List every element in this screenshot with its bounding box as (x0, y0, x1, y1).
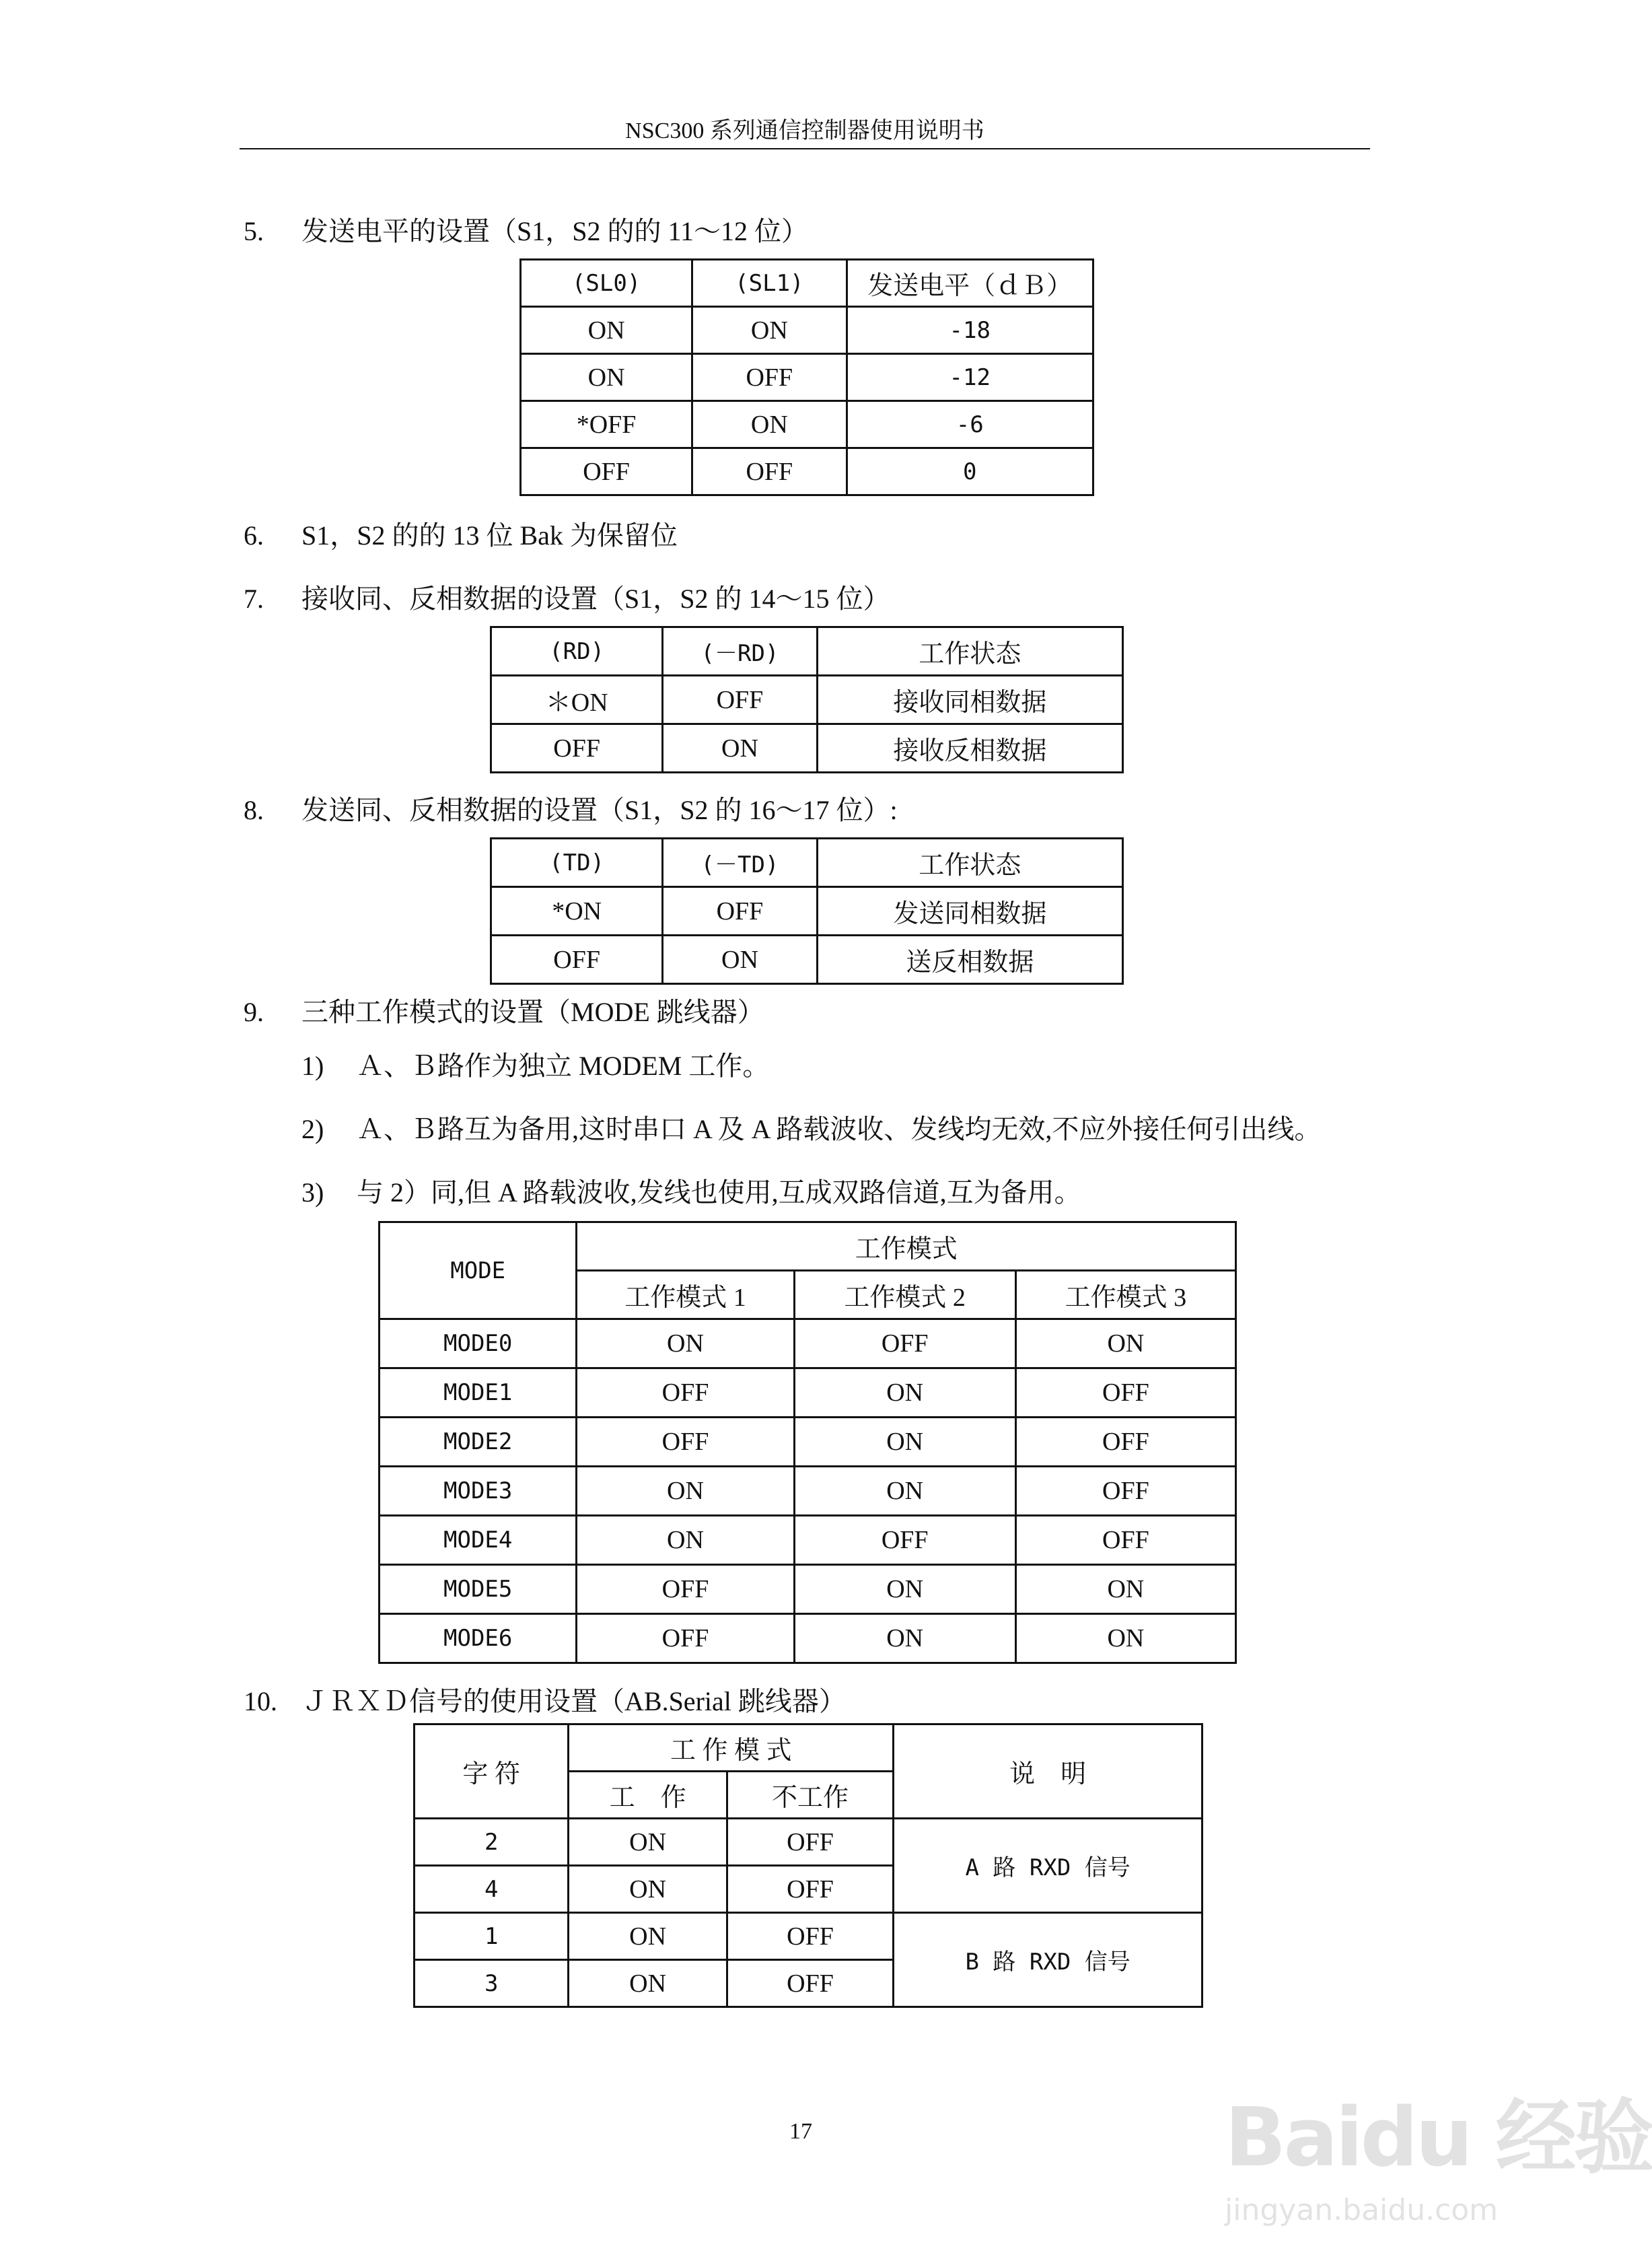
table-cell: ON (692, 307, 847, 354)
header-cell: 工作状态 (817, 627, 1122, 676)
table-cell: ON (577, 1467, 794, 1516)
work-mode-table (378, 1221, 1237, 1664)
table-row (521, 448, 1093, 495)
table-row (380, 1516, 1236, 1565)
header-cell: 工作模式 2 (794, 1271, 1015, 1319)
section-9-number: 9. (244, 997, 264, 1027)
item-text: Ａ、Ｂ路互为备用,这时串口 A 及 A 路载波收、发线均无效,不应外接任何引出线。 (357, 1114, 1322, 1144)
header-cell: (SL1) (692, 260, 847, 307)
header-cell: 工作状态 (817, 839, 1122, 887)
mode-label-cell: MODE3 (380, 1467, 577, 1516)
table-cell: OFF (521, 448, 692, 495)
table-row (521, 354, 1093, 401)
table-row (491, 724, 1123, 773)
table-cell: ON (521, 307, 692, 354)
table-cell: OFF (491, 936, 663, 984)
mode-label-cell: MODE1 (380, 1368, 577, 1418)
table-cell: ON (1015, 1614, 1235, 1663)
table-cell: 发送同相数据 (817, 887, 1122, 936)
watermark-url: jingyan.baidu.com (1225, 2193, 1499, 2227)
table-cell: OFF (663, 676, 817, 724)
group-header-cell: 工 作 模 式 (569, 1724, 894, 1772)
table-row (380, 1467, 1236, 1516)
table-row (491, 936, 1123, 984)
section-5-heading (244, 210, 808, 248)
table-cell: OFF (577, 1565, 794, 1614)
corner-cell: MODE (380, 1222, 577, 1319)
mode-label-cell: MODE6 (380, 1614, 577, 1663)
table-cell: ON (1015, 1319, 1235, 1368)
char-header-cell: 字 符 (415, 1724, 569, 1819)
table-cell: 送反相数据 (817, 936, 1122, 984)
table-cell: OFF (727, 1819, 893, 1866)
section-9-heading (244, 991, 764, 1029)
item-number: 2) (301, 1114, 324, 1144)
table-header-row (491, 839, 1123, 887)
table-cell: OFF (577, 1614, 794, 1663)
table-cell: 0 (847, 448, 1093, 495)
table-cell: OFF (1015, 1368, 1235, 1418)
section-8-number: 8. (244, 795, 264, 825)
desc-cell-b: B 路 RXD 信号 (894, 1913, 1202, 2007)
desc-header-cell: 说 明 (894, 1724, 1202, 1819)
table-cell: ON (692, 401, 847, 448)
table-row (380, 1614, 1236, 1663)
baidu-watermark (1225, 2073, 1652, 2228)
table-row (415, 1819, 1202, 1866)
table-cell: 3 (415, 1960, 569, 2007)
table-cell: OFF (692, 448, 847, 495)
table-cell: ON (663, 936, 817, 984)
mode-label-cell: MODE0 (380, 1319, 577, 1368)
table-cell: 4 (415, 1866, 569, 1913)
item-number: 3) (301, 1177, 324, 1208)
header-cell: 发送电平（ｄＢ） (847, 260, 1093, 307)
page-header: NSC300 系列通信控制器使用说明书 (625, 118, 984, 143)
header-rule (240, 148, 1370, 149)
table-cell: OFF (1015, 1418, 1235, 1467)
section-10-title: ＪＲＸＤ信号的使用设置（AB.Serial 跳线器） (301, 1686, 846, 1716)
section-6-title: S1，S2 的的 13 位 Bak 为保留位 (301, 520, 678, 551)
table-row (521, 307, 1093, 354)
table-cell: OFF (727, 1913, 893, 1960)
mode-label-cell: MODE5 (380, 1565, 577, 1614)
table-cell: ON (794, 1368, 1015, 1418)
section-7-heading (244, 578, 890, 616)
table-cell: OFF (727, 1866, 893, 1913)
header-cell: (－RD) (663, 627, 817, 676)
table-cell: OFF (663, 887, 817, 936)
section-10-number: 10. (244, 1686, 277, 1716)
table-cell: 2 (415, 1819, 569, 1866)
table-cell: *ON (491, 887, 663, 936)
table-cell: ON (569, 1866, 727, 1913)
table-row (415, 1913, 1202, 1960)
watermark-logo: Baidu 经验 (1225, 2091, 1652, 2185)
header-cell: 工作模式 1 (577, 1271, 794, 1319)
header-cell: 不工作 (727, 1772, 893, 1819)
table-cell: -18 (847, 307, 1093, 354)
table-row (521, 401, 1093, 448)
table-row (491, 676, 1123, 724)
table-cell: OFF (577, 1418, 794, 1467)
section-8-heading (244, 789, 898, 827)
header-cell: (SL0) (521, 260, 692, 307)
header-cell: (TD) (491, 839, 663, 887)
section-8-title: 发送同、反相数据的设置（S1，S2 的 16～17 位）: (301, 795, 898, 825)
send-level-table (519, 258, 1094, 496)
table-cell: OFF (491, 724, 663, 773)
section-6-heading (244, 514, 678, 553)
table-cell: OFF (1015, 1467, 1235, 1516)
table-cell: ON (569, 1960, 727, 2007)
mode-label-cell: MODE4 (380, 1516, 577, 1565)
item-text: 与 2）同,但 A 路载波收,发线也使用,互成双路信道,互为备用。 (357, 1177, 1081, 1208)
section-6-number: 6. (244, 520, 264, 551)
item-text: Ａ、Ｂ路作为独立 MODEM 工作。 (357, 1051, 770, 1081)
section-5-number: 5. (244, 216, 264, 246)
table-cell: ON (569, 1913, 727, 1960)
table-cell: OFF (577, 1368, 794, 1418)
mode-item-3 (301, 1171, 1081, 1210)
table-header-row (521, 260, 1093, 307)
section-7-title: 接收同、反相数据的设置（S1，S2 的 14～15 位） (301, 584, 890, 614)
table-cell: ON (794, 1565, 1015, 1614)
mode-label-cell: MODE2 (380, 1418, 577, 1467)
header-cell: (－TD) (663, 839, 817, 887)
header-cell: 工作模式 3 (1015, 1271, 1235, 1319)
table-row (380, 1418, 1236, 1467)
table-cell: ON (794, 1418, 1015, 1467)
item-number: 1) (301, 1051, 324, 1081)
table-row (491, 887, 1123, 936)
section-7-number: 7. (244, 584, 264, 614)
table-cell: ON (794, 1467, 1015, 1516)
desc-cell-a: A 路 RXD 信号 (894, 1819, 1202, 1913)
section-9-title: 三种工作模式的设置（MODE 跳线器） (301, 997, 764, 1027)
section-5-title: 发送电平的设置（S1，S2 的的 11～12 位） (301, 216, 809, 246)
table-row (380, 1319, 1236, 1368)
table-cell: ON (663, 724, 817, 773)
table-cell: OFF (727, 1960, 893, 2007)
table-cell: 1 (415, 1913, 569, 1960)
table-header-row (415, 1724, 1202, 1772)
table-cell: ON (569, 1819, 727, 1866)
table-cell: OFF (794, 1516, 1015, 1565)
table-cell: ＊ON (491, 676, 663, 724)
table-cell: OFF (692, 354, 847, 401)
section-10-heading (244, 1680, 846, 1718)
table-cell: ON (1015, 1565, 1235, 1614)
send-phase-table (490, 837, 1124, 985)
header-cell: (RD) (491, 627, 663, 676)
table-cell: -6 (847, 401, 1093, 448)
table-cell: ON (521, 354, 692, 401)
table-cell: ON (577, 1319, 794, 1368)
table-header-row (380, 1222, 1236, 1271)
table-cell: OFF (794, 1319, 1015, 1368)
group-header-cell: 工作模式 (577, 1222, 1236, 1271)
table-row (380, 1368, 1236, 1418)
table-row (380, 1565, 1236, 1614)
table-cell: *OFF (521, 401, 692, 448)
table-cell: 接收同相数据 (817, 676, 1122, 724)
mode-item-1 (301, 1045, 769, 1083)
table-cell: 接收反相数据 (817, 724, 1122, 773)
table-cell: ON (794, 1614, 1015, 1663)
table-cell: -12 (847, 354, 1093, 401)
jrxd-table (413, 1723, 1203, 2008)
table-cell: ON (577, 1516, 794, 1565)
mode-item-2 (301, 1108, 1321, 1146)
table-cell: OFF (1015, 1516, 1235, 1565)
header-cell: 工 作 (569, 1772, 727, 1819)
receive-phase-table (490, 626, 1124, 773)
table-header-row (491, 627, 1123, 676)
page-number: 17 (789, 2119, 812, 2144)
